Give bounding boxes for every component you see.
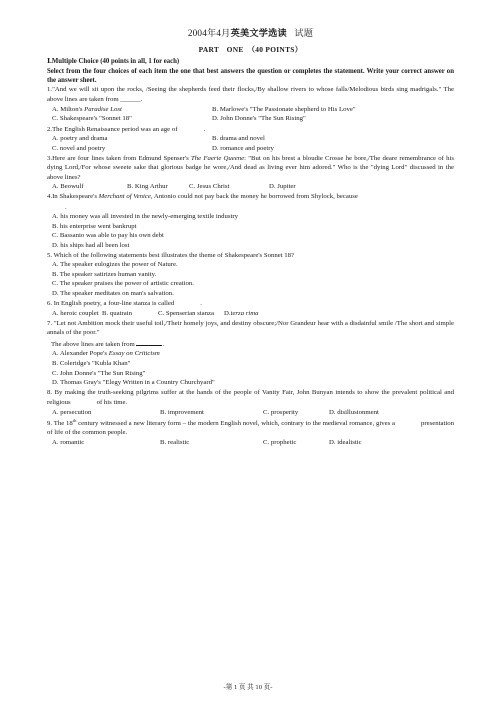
question-7-option-c: C. John Donne's "The Sun Rising" — [52, 369, 146, 377]
section-heading: Ⅰ.Multiple Choice (40 points in all, 1 for each) — [47, 58, 180, 65]
question-8-option-a: A. persecution — [52, 409, 92, 416]
question-3-option-a: A. Beowulf — [52, 183, 84, 191]
question-5-stem: 5. Which of the following statements best illustrates the theme of Shakespeare's Sonnet 18? — [47, 251, 295, 259]
question-9-options — [47, 438, 454, 448]
question-8-option-d: D. disillusionment — [329, 409, 379, 416]
question-5-option-d: D. The speaker meditates on man's salvation. — [52, 289, 174, 297]
question-3-stem: 3.Here are four lines taken from Edmund Spenser's The Faerie Queene: "But on his brest a bloudie Crosse he bore,/The deare remembrance of his dying Lord,/For whose sweete sake that glorious badge he wore,/And dead as living ever him adored." Who is the "dying Lord" discussed in the above lines? — [47, 154, 454, 181]
question-6-option-a: A. heroic couplet — [52, 310, 99, 318]
question-1-options-row-1 — [47, 105, 454, 115]
question-5-option-c: C. The speaker praises the power of artistic creation. — [52, 280, 194, 288]
answer-blank — [395, 418, 421, 425]
question-1-option-d: D. John Donne's "The Sun Rising" — [212, 115, 306, 123]
question-7-stem: 7. "Let not Ambition mock their useful toil,/Their homely joys, and destiny obscure;/Nor Grandeur hear with a disdainful smile /The short and simple annals of the poor." — [47, 319, 454, 337]
question-1-option-a: A. Milton's Paradise Lost — [52, 105, 122, 113]
question-3-options — [47, 182, 454, 192]
question-4-option-b: B. his enterprise went bankrupt — [52, 222, 137, 230]
question-8-stem: 8. By making the truth-seeking pilgrims suffer at the hands of the people of Vanity Fair, John Bunyan intends to show the prevalent political and religious of his time. — [47, 388, 454, 407]
question-4-option-a: A. his money was all invested in the newly-emerging textile industry — [52, 213, 239, 221]
question-9-option-c: C. prophetic — [263, 438, 297, 446]
question-2-option-a: A. poetry and drama — [52, 135, 108, 143]
question-2-option-c: C. novel and poetry — [52, 144, 106, 152]
question-6-option-c: C. Spenserian stanza — [158, 310, 215, 318]
question-8-option-c: C. prosperity — [263, 409, 299, 416]
question-7-option-a: A. Alexander Pope's Essay on Criticism — [52, 350, 160, 358]
question-1-options-row-2 — [47, 114, 454, 124]
question-9-option-b: B. realistic — [160, 438, 190, 446]
question-8-options — [47, 408, 454, 418]
question-5-option-a: A. The speaker eulogizes the power of Nature. — [52, 261, 178, 269]
question-1-option-c: C. Shakespeare's "Sonnet 18" — [52, 115, 132, 123]
question-7-option-d: D. Thomas Gray's "Elegy Written in a Country Churchyard" — [52, 379, 215, 387]
question-6-option-b: B. quatrain — [102, 310, 132, 318]
answer-blank — [136, 338, 162, 346]
question-7-stem-2: The above lines are taken from . — [47, 338, 454, 350]
question-6-options — [47, 309, 454, 319]
exam-title — [47, 27, 454, 39]
question-6-option-d: D.terza rima — [224, 310, 259, 318]
question-2-options-row-1 — [47, 134, 454, 144]
question-2-options-row-2 — [47, 144, 454, 154]
question-5-option-b: B. The speaker satirizes human vanity. — [52, 270, 157, 278]
part-heading: PART ONE （40 POINTS） — [198, 45, 303, 54]
page-content — [47, 27, 454, 447]
question-9-option-d: D. idealistic — [329, 438, 362, 446]
question-1-stem: 1."And we will sit upon the rocks, /Seeing the shepherds feed their flocks,/By shallow rivers to whose falls/Melodious birds sing madrigals." The above lines are taken from ______. — [47, 86, 454, 103]
title-year: 2004年4月 — [187, 28, 231, 38]
question-7-option-b: B. Coleridge's "Kubla Khan" — [52, 360, 131, 368]
question-4-option-d: D. his ships had all been lost — [52, 241, 130, 249]
question-1-option-b: B. Marlowe's "The Passionate shepherd to His Love" — [212, 105, 356, 113]
title-suffix: 试题 — [294, 28, 314, 38]
question-3-option-b: B. King Arthur — [127, 183, 168, 191]
question-4-stem: 4.In Shakespeare's Merchant of Venice, Antonio could not pay back the money he borrowed from Shylock, because . — [47, 192, 358, 211]
question-3-option-d: D. Jupiter — [269, 183, 296, 191]
answer-blank — [177, 124, 203, 131]
section-instructions: Select from the four choices of each item the one that best answers the question or completes the statement. Write your correct answer on the answer sheet. — [47, 67, 454, 84]
question-8-option-b: B. improvement — [160, 409, 204, 416]
question-4-option-c: C. Bassanio was able to pay his own debt — [52, 232, 164, 240]
question-9-stem: 9. The 18th century witnessed a new literary form – the modern English novel, which, contrary to the medieval romance, gives a presentation of life of the common people. — [47, 417, 454, 437]
question-9-option-a: A. romantic — [52, 438, 85, 446]
question-6-stem: 6. In English poetry, a four-line stanza is called . — [47, 300, 202, 308]
page-footer: -第 1 页 共 10 页- — [223, 684, 273, 691]
answer-blank — [71, 397, 97, 404]
title-main: 英美文学选读 — [230, 28, 287, 38]
question-3-option-c: C. Jesus Christ — [189, 183, 230, 191]
answer-blank — [174, 298, 200, 305]
question-2-option-b: B. drama and novel — [212, 135, 265, 143]
question-2-stem: 2.The English Renaissance period was an age of . — [47, 125, 206, 133]
question-2-option-d: D. romance and poetry — [212, 144, 274, 152]
answer-blank — [47, 202, 65, 209]
